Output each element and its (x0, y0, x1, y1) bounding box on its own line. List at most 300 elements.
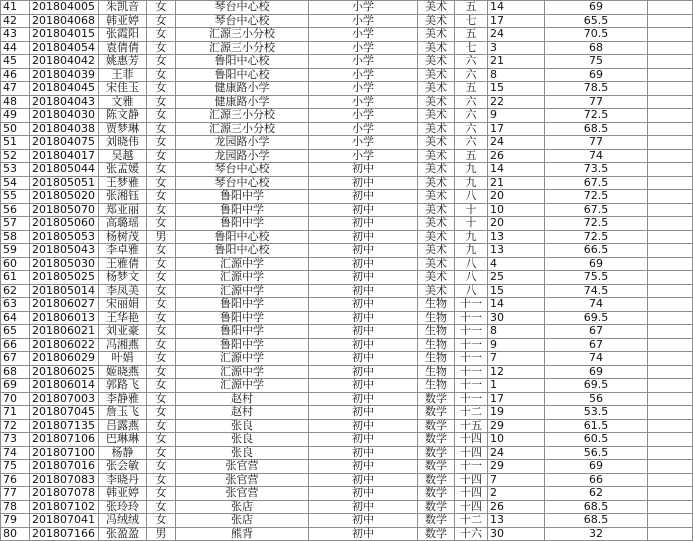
empty-cell[interactable] (648, 14, 693, 28)
final-score-cell[interactable]: 69.5 (545, 379, 648, 393)
school-cell[interactable]: 琴台中心校 (176, 176, 309, 190)
person-name-cell[interactable]: 张玲玲 (99, 500, 147, 514)
subject-cell[interactable]: 美术 (418, 149, 455, 163)
person-name-cell[interactable]: 宋丽娟 (99, 298, 147, 312)
school-cell[interactable]: 鲁阳中心校 (176, 55, 309, 69)
exam-id-cell[interactable]: 201804015 (30, 28, 99, 42)
row-number-cell[interactable]: 56 (1, 203, 30, 217)
final-score-cell[interactable]: 77 (545, 95, 648, 109)
school-cell[interactable]: 健康路小学 (176, 95, 309, 109)
subject-cell[interactable]: 美术 (418, 109, 455, 123)
row-number-cell[interactable]: 68 (1, 365, 30, 379)
exam-id-cell[interactable]: 201805025 (30, 271, 99, 285)
subject-cell[interactable]: 美术 (418, 136, 455, 150)
grade-level-cell[interactable]: 十四 (455, 487, 488, 501)
score-cell[interactable]: 14 (488, 1, 545, 15)
school-level-cell[interactable]: 初中 (309, 446, 418, 460)
row-number-cell[interactable]: 79 (1, 514, 30, 528)
school-level-cell[interactable]: 初中 (309, 298, 418, 312)
exam-id-cell[interactable]: 201807016 (30, 460, 99, 474)
row-number-cell[interactable]: 46 (1, 68, 30, 82)
person-name-cell[interactable]: 姚惠芳 (99, 55, 147, 69)
person-name-cell[interactable]: 李静雅 (99, 392, 147, 406)
score-cell[interactable]: 21 (488, 176, 545, 190)
grade-level-cell[interactable]: 六 (455, 68, 488, 82)
school-level-cell[interactable]: 初中 (309, 379, 418, 393)
person-name-cell[interactable]: 刘亚豪 (99, 325, 147, 339)
school-cell[interactable]: 汇源中学 (176, 352, 309, 366)
person-name-cell[interactable]: 吴越 (99, 149, 147, 163)
person-name-cell[interactable]: 詹玉飞 (99, 406, 147, 420)
subject-cell[interactable]: 美术 (418, 190, 455, 204)
grade-level-cell[interactable]: 十二 (455, 406, 488, 420)
gender-cell[interactable]: 女 (147, 487, 176, 501)
person-name-cell[interactable]: 冯绒绒 (99, 514, 147, 528)
gender-cell[interactable]: 女 (147, 433, 176, 447)
final-score-cell[interactable]: 69 (545, 68, 648, 82)
school-level-cell[interactable]: 初中 (309, 473, 418, 487)
score-cell[interactable]: 8 (488, 325, 545, 339)
subject-cell[interactable]: 美术 (418, 176, 455, 190)
row-number-cell[interactable]: 69 (1, 379, 30, 393)
final-score-cell[interactable]: 75.5 (545, 271, 648, 285)
gender-cell[interactable]: 女 (147, 325, 176, 339)
exam-id-cell[interactable]: 201807003 (30, 392, 99, 406)
gender-cell[interactable]: 女 (147, 298, 176, 312)
person-name-cell[interactable]: 张霞阳 (99, 28, 147, 42)
grade-level-cell[interactable]: 十 (455, 203, 488, 217)
exam-id-cell[interactable]: 201804045 (30, 82, 99, 96)
school-cell[interactable]: 鲁阳中学 (176, 203, 309, 217)
empty-cell[interactable] (648, 284, 693, 298)
person-name-cell[interactable]: 韩亚婷 (99, 487, 147, 501)
school-cell[interactable]: 鲁阳中学 (176, 325, 309, 339)
school-level-cell[interactable]: 小学 (309, 28, 418, 42)
gender-cell[interactable]: 女 (147, 311, 176, 325)
grade-level-cell[interactable]: 十一 (455, 460, 488, 474)
school-level-cell[interactable]: 初中 (309, 419, 418, 433)
grade-level-cell[interactable]: 六 (455, 136, 488, 150)
school-cell[interactable]: 汇源中学 (176, 379, 309, 393)
empty-cell[interactable] (648, 392, 693, 406)
empty-cell[interactable] (648, 325, 693, 339)
exam-id-cell[interactable]: 201805044 (30, 163, 99, 177)
row-number-cell[interactable]: 67 (1, 352, 30, 366)
final-score-cell[interactable]: 75 (545, 55, 648, 69)
score-cell[interactable]: 26 (488, 149, 545, 163)
school-level-cell[interactable]: 初中 (309, 500, 418, 514)
grade-level-cell[interactable]: 九 (455, 244, 488, 258)
row-number-cell[interactable]: 73 (1, 433, 30, 447)
person-name-cell[interactable]: 杨树茂 (99, 230, 147, 244)
final-score-cell[interactable]: 66.5 (545, 244, 648, 258)
person-name-cell[interactable]: 叶娟 (99, 352, 147, 366)
empty-cell[interactable] (648, 379, 693, 393)
final-score-cell[interactable]: 72.5 (545, 230, 648, 244)
final-score-cell[interactable]: 74.5 (545, 284, 648, 298)
exam-id-cell[interactable]: 201807078 (30, 487, 99, 501)
gender-cell[interactable]: 女 (147, 136, 176, 150)
subject-cell[interactable]: 数学 (418, 433, 455, 447)
empty-cell[interactable] (648, 1, 693, 15)
school-cell[interactable]: 鲁阳中学 (176, 190, 309, 204)
grade-level-cell[interactable]: 十一 (455, 379, 488, 393)
person-name-cell[interactable]: 杨梦文 (99, 271, 147, 285)
school-level-cell[interactable]: 初中 (309, 338, 418, 352)
score-cell[interactable]: 13 (488, 514, 545, 528)
score-cell[interactable]: 24 (488, 28, 545, 42)
gender-cell[interactable]: 男 (147, 230, 176, 244)
empty-cell[interactable] (648, 190, 693, 204)
gender-cell[interactable]: 女 (147, 41, 176, 55)
gender-cell[interactable]: 女 (147, 163, 176, 177)
subject-cell[interactable]: 美术 (418, 163, 455, 177)
school-cell[interactable]: 赵村 (176, 406, 309, 420)
school-cell[interactable]: 张店 (176, 500, 309, 514)
gender-cell[interactable]: 女 (147, 406, 176, 420)
exam-id-cell[interactable]: 201804068 (30, 14, 99, 28)
school-cell[interactable]: 汇源三小分校 (176, 41, 309, 55)
gender-cell[interactable]: 女 (147, 500, 176, 514)
empty-cell[interactable] (648, 365, 693, 379)
grade-level-cell[interactable]: 十四 (455, 500, 488, 514)
final-score-cell[interactable]: 72.5 (545, 217, 648, 231)
person-name-cell[interactable]: 朱凯音 (99, 1, 147, 15)
school-cell[interactable]: 汇源中学 (176, 284, 309, 298)
gender-cell[interactable]: 女 (147, 446, 176, 460)
final-score-cell[interactable]: 56 (545, 392, 648, 406)
subject-cell[interactable]: 美术 (418, 257, 455, 271)
row-number-cell[interactable]: 50 (1, 122, 30, 136)
exam-id-cell[interactable]: 201806014 (30, 379, 99, 393)
exam-id-cell[interactable]: 201806029 (30, 352, 99, 366)
exam-id-cell[interactable]: 201807106 (30, 433, 99, 447)
empty-cell[interactable] (648, 28, 693, 42)
subject-cell[interactable]: 生物 (418, 379, 455, 393)
exam-id-cell[interactable]: 201805043 (30, 244, 99, 258)
score-cell[interactable]: 24 (488, 136, 545, 150)
exam-id-cell[interactable]: 201806027 (30, 298, 99, 312)
score-cell[interactable]: 10 (488, 203, 545, 217)
person-name-cell[interactable]: 姬晓燕 (99, 365, 147, 379)
score-cell[interactable]: 7 (488, 473, 545, 487)
gender-cell[interactable]: 女 (147, 122, 176, 136)
school-cell[interactable]: 汇源三小分校 (176, 28, 309, 42)
person-name-cell[interactable]: 刘晓伟 (99, 136, 147, 150)
person-name-cell[interactable]: 巴琳琳 (99, 433, 147, 447)
school-cell[interactable]: 鲁阳中学 (176, 217, 309, 231)
subject-cell[interactable]: 美术 (418, 82, 455, 96)
school-level-cell[interactable]: 初中 (309, 460, 418, 474)
gender-cell[interactable]: 女 (147, 14, 176, 28)
subject-cell[interactable]: 美术 (418, 1, 455, 15)
school-cell[interactable]: 汇源中学 (176, 271, 309, 285)
school-cell[interactable]: 鲁阳中心校 (176, 230, 309, 244)
exam-id-cell[interactable]: 201804075 (30, 136, 99, 150)
subject-cell[interactable]: 数学 (418, 514, 455, 528)
final-score-cell[interactable]: 67 (545, 325, 648, 339)
school-cell[interactable]: 张官营 (176, 487, 309, 501)
row-number-cell[interactable]: 72 (1, 419, 30, 433)
grade-level-cell[interactable]: 六 (455, 109, 488, 123)
school-level-cell[interactable]: 小学 (309, 149, 418, 163)
grade-level-cell[interactable]: 九 (455, 230, 488, 244)
score-cell[interactable]: 29 (488, 460, 545, 474)
school-cell[interactable]: 张官营 (176, 473, 309, 487)
school-level-cell[interactable]: 小学 (309, 14, 418, 28)
grade-level-cell[interactable]: 十一 (455, 365, 488, 379)
grade-level-cell[interactable]: 十二 (455, 514, 488, 528)
subject-cell[interactable]: 数学 (418, 392, 455, 406)
person-name-cell[interactable]: 李卓雅 (99, 244, 147, 258)
score-cell[interactable]: 22 (488, 95, 545, 109)
exam-id-cell[interactable]: 201807102 (30, 500, 99, 514)
person-name-cell[interactable]: 王雅倩 (99, 257, 147, 271)
school-level-cell[interactable]: 小学 (309, 95, 418, 109)
final-score-cell[interactable]: 69 (545, 1, 648, 15)
row-number-cell[interactable]: 42 (1, 14, 30, 28)
gender-cell[interactable]: 女 (147, 460, 176, 474)
final-score-cell[interactable]: 68.5 (545, 500, 648, 514)
subject-cell[interactable]: 数学 (418, 487, 455, 501)
subject-cell[interactable]: 生物 (418, 365, 455, 379)
gender-cell[interactable]: 女 (147, 419, 176, 433)
grade-level-cell[interactable]: 十一 (455, 311, 488, 325)
row-number-cell[interactable]: 62 (1, 284, 30, 298)
school-level-cell[interactable]: 初中 (309, 406, 418, 420)
row-number-cell[interactable]: 65 (1, 325, 30, 339)
school-level-cell[interactable]: 初中 (309, 311, 418, 325)
exam-id-cell[interactable]: 201805070 (30, 203, 99, 217)
row-number-cell[interactable]: 77 (1, 487, 30, 501)
score-cell[interactable]: 9 (488, 109, 545, 123)
subject-cell[interactable]: 数学 (418, 446, 455, 460)
empty-cell[interactable] (648, 176, 693, 190)
school-cell[interactable]: 张店 (176, 514, 309, 528)
exam-id-cell[interactable]: 201804039 (30, 68, 99, 82)
final-score-cell[interactable]: 69 (545, 460, 648, 474)
gender-cell[interactable]: 女 (147, 217, 176, 231)
score-cell[interactable]: 21 (488, 55, 545, 69)
exam-id-cell[interactable]: 201805020 (30, 190, 99, 204)
empty-cell[interactable] (648, 419, 693, 433)
score-cell[interactable]: 9 (488, 338, 545, 352)
school-cell[interactable]: 张良 (176, 433, 309, 447)
gender-cell[interactable]: 女 (147, 28, 176, 42)
school-cell[interactable]: 琴台中心校 (176, 14, 309, 28)
subject-cell[interactable]: 生物 (418, 325, 455, 339)
score-cell[interactable]: 13 (488, 230, 545, 244)
row-number-cell[interactable]: 61 (1, 271, 30, 285)
school-level-cell[interactable]: 初中 (309, 487, 418, 501)
empty-cell[interactable] (648, 460, 693, 474)
gender-cell[interactable]: 女 (147, 190, 176, 204)
subject-cell[interactable]: 美术 (418, 244, 455, 258)
school-level-cell[interactable]: 初中 (309, 527, 418, 541)
grade-level-cell[interactable]: 六 (455, 95, 488, 109)
row-number-cell[interactable]: 58 (1, 230, 30, 244)
row-number-cell[interactable]: 63 (1, 298, 30, 312)
score-cell[interactable]: 2 (488, 487, 545, 501)
row-number-cell[interactable]: 64 (1, 311, 30, 325)
school-cell[interactable]: 赵村 (176, 392, 309, 406)
exam-id-cell[interactable]: 201806013 (30, 311, 99, 325)
school-cell[interactable]: 汇源中学 (176, 365, 309, 379)
exam-id-cell[interactable]: 201804038 (30, 122, 99, 136)
gender-cell[interactable]: 女 (147, 82, 176, 96)
row-number-cell[interactable]: 48 (1, 95, 30, 109)
gender-cell[interactable]: 女 (147, 203, 176, 217)
gender-cell[interactable]: 女 (147, 149, 176, 163)
row-number-cell[interactable]: 52 (1, 149, 30, 163)
person-name-cell[interactable]: 高璐瑶 (99, 217, 147, 231)
school-cell[interactable]: 龙园路小学 (176, 149, 309, 163)
exam-id-cell[interactable]: 201804054 (30, 41, 99, 55)
person-name-cell[interactable]: 张会敏 (99, 460, 147, 474)
score-cell[interactable]: 29 (488, 419, 545, 433)
score-cell[interactable]: 30 (488, 527, 545, 541)
school-cell[interactable]: 汇源三小分校 (176, 122, 309, 136)
row-number-cell[interactable]: 78 (1, 500, 30, 514)
empty-cell[interactable] (648, 41, 693, 55)
final-score-cell[interactable]: 67 (545, 338, 648, 352)
final-score-cell[interactable]: 62 (545, 487, 648, 501)
grade-level-cell[interactable]: 八 (455, 284, 488, 298)
exam-id-cell[interactable]: 201807045 (30, 406, 99, 420)
final-score-cell[interactable]: 77 (545, 136, 648, 150)
school-level-cell[interactable]: 小学 (309, 82, 418, 96)
gender-cell[interactable]: 女 (147, 68, 176, 82)
exam-id-cell[interactable]: 201804043 (30, 95, 99, 109)
school-cell[interactable]: 健康路小学 (176, 82, 309, 96)
person-name-cell[interactable]: 吕露燕 (99, 419, 147, 433)
empty-cell[interactable] (648, 95, 693, 109)
grade-level-cell[interactable]: 八 (455, 257, 488, 271)
exam-id-cell[interactable]: 201804042 (30, 55, 99, 69)
score-cell[interactable]: 20 (488, 217, 545, 231)
empty-cell[interactable] (648, 55, 693, 69)
person-name-cell[interactable]: 宋佳玉 (99, 82, 147, 96)
grade-level-cell[interactable]: 十四 (455, 473, 488, 487)
score-cell[interactable]: 7 (488, 352, 545, 366)
gender-cell[interactable]: 女 (147, 244, 176, 258)
empty-cell[interactable] (648, 500, 693, 514)
final-score-cell[interactable]: 68 (545, 41, 648, 55)
person-name-cell[interactable]: 李凤美 (99, 284, 147, 298)
row-number-cell[interactable]: 41 (1, 1, 30, 15)
person-name-cell[interactable]: 冯湘燕 (99, 338, 147, 352)
score-cell[interactable]: 17 (488, 392, 545, 406)
school-cell[interactable]: 张良 (176, 446, 309, 460)
school-cell[interactable]: 鲁阳中学 (176, 311, 309, 325)
subject-cell[interactable]: 生物 (418, 338, 455, 352)
empty-cell[interactable] (648, 163, 693, 177)
school-cell[interactable]: 龙园路小学 (176, 136, 309, 150)
subject-cell[interactable]: 数学 (418, 406, 455, 420)
row-number-cell[interactable]: 47 (1, 82, 30, 96)
empty-cell[interactable] (648, 352, 693, 366)
subject-cell[interactable]: 数学 (418, 419, 455, 433)
exam-id-cell[interactable]: 201805060 (30, 217, 99, 231)
exam-id-cell[interactable]: 201804030 (30, 109, 99, 123)
final-score-cell[interactable]: 74 (545, 149, 648, 163)
row-number-cell[interactable]: 45 (1, 55, 30, 69)
person-name-cell[interactable]: 袁倩倩 (99, 41, 147, 55)
row-number-cell[interactable]: 80 (1, 527, 30, 541)
gender-cell[interactable]: 女 (147, 257, 176, 271)
score-cell[interactable]: 1 (488, 379, 545, 393)
subject-cell[interactable]: 数学 (418, 473, 455, 487)
school-cell[interactable]: 鲁阳中学 (176, 298, 309, 312)
score-cell[interactable]: 13 (488, 244, 545, 258)
exam-id-cell[interactable]: 201806022 (30, 338, 99, 352)
exam-id-cell[interactable]: 201804017 (30, 149, 99, 163)
gender-cell[interactable]: 女 (147, 365, 176, 379)
score-cell[interactable]: 10 (488, 433, 545, 447)
subject-cell[interactable]: 数学 (418, 527, 455, 541)
empty-cell[interactable] (648, 514, 693, 528)
gender-cell[interactable]: 女 (147, 109, 176, 123)
school-level-cell[interactable]: 初中 (309, 190, 418, 204)
row-number-cell[interactable]: 43 (1, 28, 30, 42)
row-number-cell[interactable]: 51 (1, 136, 30, 150)
final-score-cell[interactable]: 73.5 (545, 163, 648, 177)
school-cell[interactable]: 汇源三小分校 (176, 109, 309, 123)
empty-cell[interactable] (648, 433, 693, 447)
school-level-cell[interactable]: 小学 (309, 41, 418, 55)
person-name-cell[interactable]: 贾梦琳 (99, 122, 147, 136)
school-level-cell[interactable]: 小学 (309, 1, 418, 15)
subject-cell[interactable]: 美术 (418, 203, 455, 217)
final-score-cell[interactable]: 67.5 (545, 203, 648, 217)
exam-id-cell[interactable]: 201805053 (30, 230, 99, 244)
empty-cell[interactable] (648, 122, 693, 136)
score-cell[interactable]: 25 (488, 271, 545, 285)
school-level-cell[interactable]: 初中 (309, 352, 418, 366)
grade-level-cell[interactable]: 八 (455, 271, 488, 285)
empty-cell[interactable] (648, 109, 693, 123)
empty-cell[interactable] (648, 244, 693, 258)
score-cell[interactable]: 19 (488, 406, 545, 420)
score-cell[interactable]: 15 (488, 82, 545, 96)
gender-cell[interactable]: 女 (147, 271, 176, 285)
row-number-cell[interactable]: 44 (1, 41, 30, 55)
school-level-cell[interactable]: 初中 (309, 257, 418, 271)
empty-cell[interactable] (648, 487, 693, 501)
school-level-cell[interactable]: 初中 (309, 217, 418, 231)
school-level-cell[interactable]: 初中 (309, 203, 418, 217)
gender-cell[interactable]: 女 (147, 55, 176, 69)
grade-level-cell[interactable]: 九 (455, 163, 488, 177)
empty-cell[interactable] (648, 446, 693, 460)
final-score-cell[interactable]: 69.5 (545, 311, 648, 325)
gender-cell[interactable]: 女 (147, 176, 176, 190)
row-number-cell[interactable]: 59 (1, 244, 30, 258)
grade-level-cell[interactable]: 八 (455, 190, 488, 204)
empty-cell[interactable] (648, 338, 693, 352)
school-level-cell[interactable]: 初中 (309, 433, 418, 447)
grade-level-cell[interactable]: 十一 (455, 298, 488, 312)
row-number-cell[interactable]: 74 (1, 446, 30, 460)
empty-cell[interactable] (648, 136, 693, 150)
final-score-cell[interactable]: 56.5 (545, 446, 648, 460)
gender-cell[interactable]: 女 (147, 473, 176, 487)
grade-level-cell[interactable]: 七 (455, 41, 488, 55)
row-number-cell[interactable]: 60 (1, 257, 30, 271)
school-level-cell[interactable]: 初中 (309, 230, 418, 244)
gender-cell[interactable]: 女 (147, 95, 176, 109)
exam-id-cell[interactable]: 201805051 (30, 176, 99, 190)
